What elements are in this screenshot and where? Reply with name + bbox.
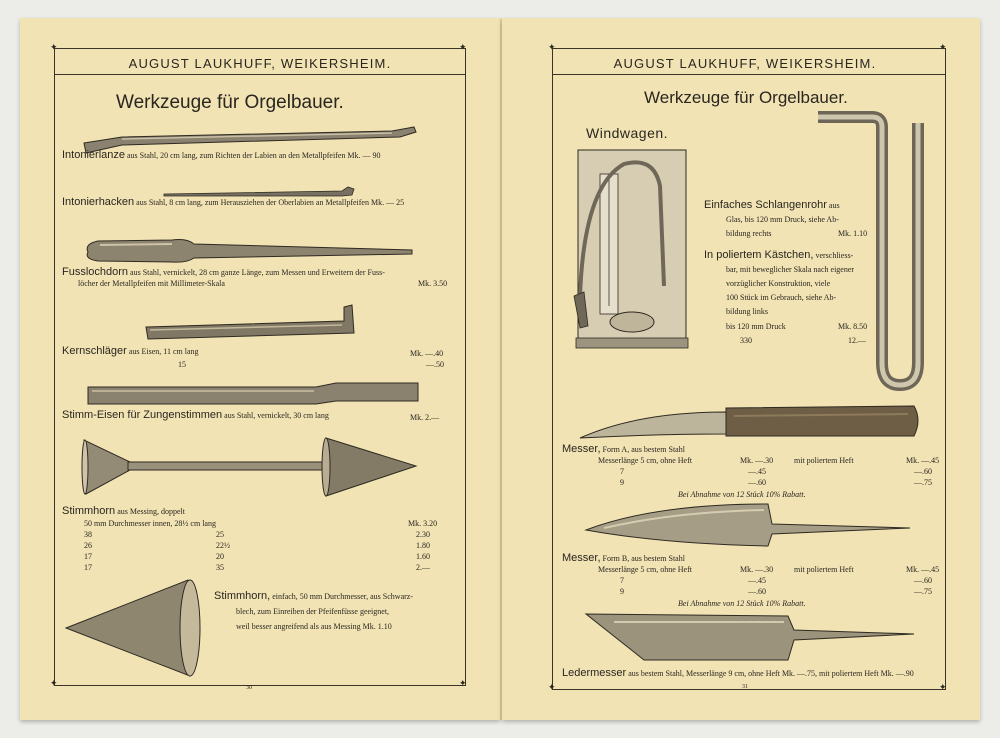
stimmhorn-einfach-l2: blech, zum Einreiben der Pfeifenfüsse geeignet, [236,607,390,616]
stimmhorn-price-1: Mk. 3.20 [408,519,438,528]
messer-b-price-b2: —.60 [914,576,932,585]
schlangenrohr-text: Einfaches Schlangenrohr aus [704,199,840,211]
messer-a-image [578,398,922,444]
messer-a-l2: Messerlänge 5 cm, ohne Heft [598,456,692,465]
kaestchen-l6: bis 120 mm Druck [726,322,786,331]
schlangenrohr-l3: bildung rechts [726,229,772,238]
page-title: Werkzeuge für Orgelbauer. [116,92,344,113]
stimmhorn-row-1: 50 mm Durchmesser innen, 28½ cm lang [84,519,216,528]
messer-a-price-a1: Mk. —.30 [740,456,774,465]
messer-b-rabatt: Bei Abnahme von 12 Stück 10% Rabatt. [678,599,806,608]
stimmhorn-row-2: 38 [84,530,92,539]
kaestchen-l4: 100 Stück im Gebrauch, siehe Ab- [726,293,837,302]
page-header: AUGUST LAUKHUFF, WEIKERSHEIM. [613,56,877,71]
stimmhorn-price-2: 2.30 [416,530,430,539]
messer-a-len3: 9 [620,478,624,487]
stimmhorn-row-3-len: 22½ [216,541,230,550]
messer-a-price-b1: Mk. —.45 [906,456,940,465]
ledermesser-text: Ledermesser aus bestem Stahl, Messerlänge 9 cm, ohne Heft Mk. —.75, mit poliertem Heft Mk. —.90 [562,667,914,679]
page-number: 31 [742,684,748,690]
stimmhorn-row-2-len: 25 [216,530,224,539]
messer-a-rabatt: Bei Abnahme von 12 Stück 10% Rabatt. [678,490,806,499]
messer-a-price-b2: —.60 [914,467,932,476]
schlangenrohr-price: Mk. 1.10 [838,229,868,238]
messer-a-text: Messer, Form A, aus bestem Stahl [562,443,685,455]
fusslochdorn-price: Mk. 3.50 [418,279,448,288]
kernschlaeger-price: Mk. —.40 [410,349,444,358]
messer-b-price-a3: —.60 [748,587,766,596]
stimmhorn-einfach-l3: weil besser angreifend als aus Messing Mk. 1.10 [236,622,392,631]
ledermesser-image [584,612,920,664]
messer-a-price-a3: —.60 [748,478,766,487]
kernschlaeger-price2: —.50 [426,360,444,369]
messer-a-heft: mit poliertem Heft [794,456,854,465]
schlangenrohr-l2: Glas, bis 120 mm Druck, siehe Ab- [726,215,839,224]
right-page: ✦ ✦ ✦ ✦ AUGUST LAUKHUFF, WEIKERSHEIM. Werkzeuge für Orgelbauer. Windwagen. Einfaches Schlangenrohr aus Glas, bis 120 mm Druck, siehe Ab- bildung rechts Mk. 1.10 In poliertem Kästchen, verschliess- bar, mit beweglicher Skala nach eigener vorzüglicher Konstruktion, viele 100 Stück im Gebrauch, siehe Ab- bildung links bis 120 mm Druck Mk. 8.50 330 12.— Messer, Form A, aus bestem Stahl Messerlänge 5 cm, ohne Heft Mk. —.30 mit poliertem Heft Mk. —.45 7 —.45 —.60 9 —.60 —.75 Bei Abnahme von 12 Stück 10% Rabatt. Messer, Form B, aus bestem Stahl Messerlänge 5 cm, ohne Heft Mk. —.30 mit poliertem Heft Mk. —.45 7 —.45 —.60 9 —.60 —.75 Bei Abnahme von 12 Stück 10% Rabatt. Ledermesser aus bestem Stahl, Messerlänge 9 cm, ohne Heft Mk. —.75, mit poliertem Heft Mk. —.90 31 [502,18,980,720]
messer-b-heft: mit poliertem Heft [794,565,854,574]
fusslochdorn-image [82,236,422,268]
item-intonierlanze: Intonierlanze aus Stahl, 20 cm lang, zum Richten der Labien an den Metallpfeifen Mk. — 90 [62,149,381,161]
stimmhorn-cone-image [64,576,214,680]
windwagen-box-image [574,146,694,350]
item-intonierhacken: Intonierhacken aus Stahl, 8 cm lang, zum Herausziehen der Oberlabien an Metallpfeifen Mk. — 25 [62,196,405,208]
stimmhorn-price-4: 1.60 [416,552,430,561]
stimmhorn-price-3: 1.80 [416,541,430,550]
stimmhorn-row-5-len: 35 [216,563,224,572]
messer-a-len2: 7 [620,467,624,476]
kaestchen-l7: 330 [740,336,752,345]
stimmhorn-row-4-len: 20 [216,552,224,561]
messer-b-price-b1: Mk. —.45 [906,565,940,574]
item-fusslochdorn: Fusslochdorn aus Stahl, vernickelt, 28 cm ganze Länge, zum Messen und Erweitern der Fuss- [62,266,385,278]
messer-a-price-a2: —.45 [748,467,766,476]
messer-b-len2: 7 [620,576,624,585]
item-kernschlaeger: Kernschläger aus Eisen, 11 cm lang [62,345,199,357]
page-title: Werkzeuge für Orgelbauer. [644,88,848,107]
kaestchen-l3: vorzüglicher Konstruktion, viele [726,279,831,288]
kernschlaeger-image [144,303,360,343]
stimmhorn-double-image [82,432,418,502]
header-rule [54,74,465,75]
kaestchen-price-2: 12.— [848,336,866,345]
messer-b-l2: Messerlänge 5 cm, ohne Heft [598,565,692,574]
page-number: 30 [246,685,252,691]
left-page: ✦ ✦ ✦ ✦ AUGUST LAUKHUFF, WEIKERSHEIM. Werkzeuge für Orgelbauer. Intonierlanze aus Stahl, 20 cm lang, zum Richten der Labien an den Metallpfeifen Mk. — 90 Intonierhacken aus Stahl, 8 cm lang, zum Herausziehen der Oberlabien an Metallpfeifen Mk. — 25 Fusslochdorn aus Stahl, vernickelt, 28 cm ganze Länge, zum Messen und Erweitern der Fuss- löcher der Metallpfeifen mit Millimeter-Skala Mk. 3.50 Kernschläger aus Eisen, 11 cm lang Mk. —.40 15 —.50 Stimm-Eisen für Zungenstimmen aus Stahl, vernickelt, 30 cm lang Mk. 2.— Stimmhorn aus Messing, doppelt 50 mm Durchmesser innen, 28½ cm lang Mk. 3.20 38 25 2.30 26 22½ 1.80 17 20 1.60 17 35 2.— Stimmhorn, einfach, 50 mm Durchmesser, aus Schwarz- blech, zum Einreiben der Pfeifenfüsse geeignet, weil besser angreifend als aus Messing Mk. 1.10 30 [20,18,500,720]
kaestchen-price-1: Mk. 8.50 [838,322,868,331]
stimmhorn-row-3: 26 [84,541,92,550]
stimmhorn-price-5: 2.— [416,563,430,572]
page-header: AUGUST LAUKHUFF, WEIKERSHEIM. [128,56,392,71]
item-stimmhorn-einfach: Stimmhorn, einfach, 50 mm Durchmesser, aus Schwarz- [214,590,413,602]
messer-b-text: Messer, Form B, aus bestem Stahl [562,552,685,564]
messer-b-price-b3: —.75 [914,587,932,596]
stimm-eisen-image [86,383,426,405]
header-rule [552,74,945,75]
messer-b-image [584,504,914,548]
item-stimmhorn: Stimmhorn aus Messing, doppelt [62,505,185,517]
stimmhorn-row-4: 17 [84,552,92,561]
stimmhorn-row-5: 17 [84,563,92,572]
kernschlaeger-size2: 15 [178,360,186,369]
stimm-eisen-price: Mk. 2.— [410,413,440,422]
fusslochdorn-desc2: löcher der Metallpfeifen mit Millimeter-Skala [78,279,225,288]
messer-b-len3: 9 [620,587,624,596]
messer-b-price-a2: —.45 [748,576,766,585]
intonierlanze-image [82,123,422,153]
kaestchen-l2: bar, mit beweglicher Skala nach eigener [726,265,855,274]
item-stimm-eisen: Stimm-Eisen für Zungenstimmen aus Stahl, vernickelt, 30 cm lang [62,409,329,421]
windwagen-heading: Windwagen. [586,125,669,141]
messer-b-price-a1: Mk. —.30 [740,565,774,574]
kaestchen-text: In poliertem Kästchen, verschliess- [704,249,854,261]
kaestchen-l5: bildung links [726,307,769,316]
messer-a-price-b3: —.75 [914,478,932,487]
